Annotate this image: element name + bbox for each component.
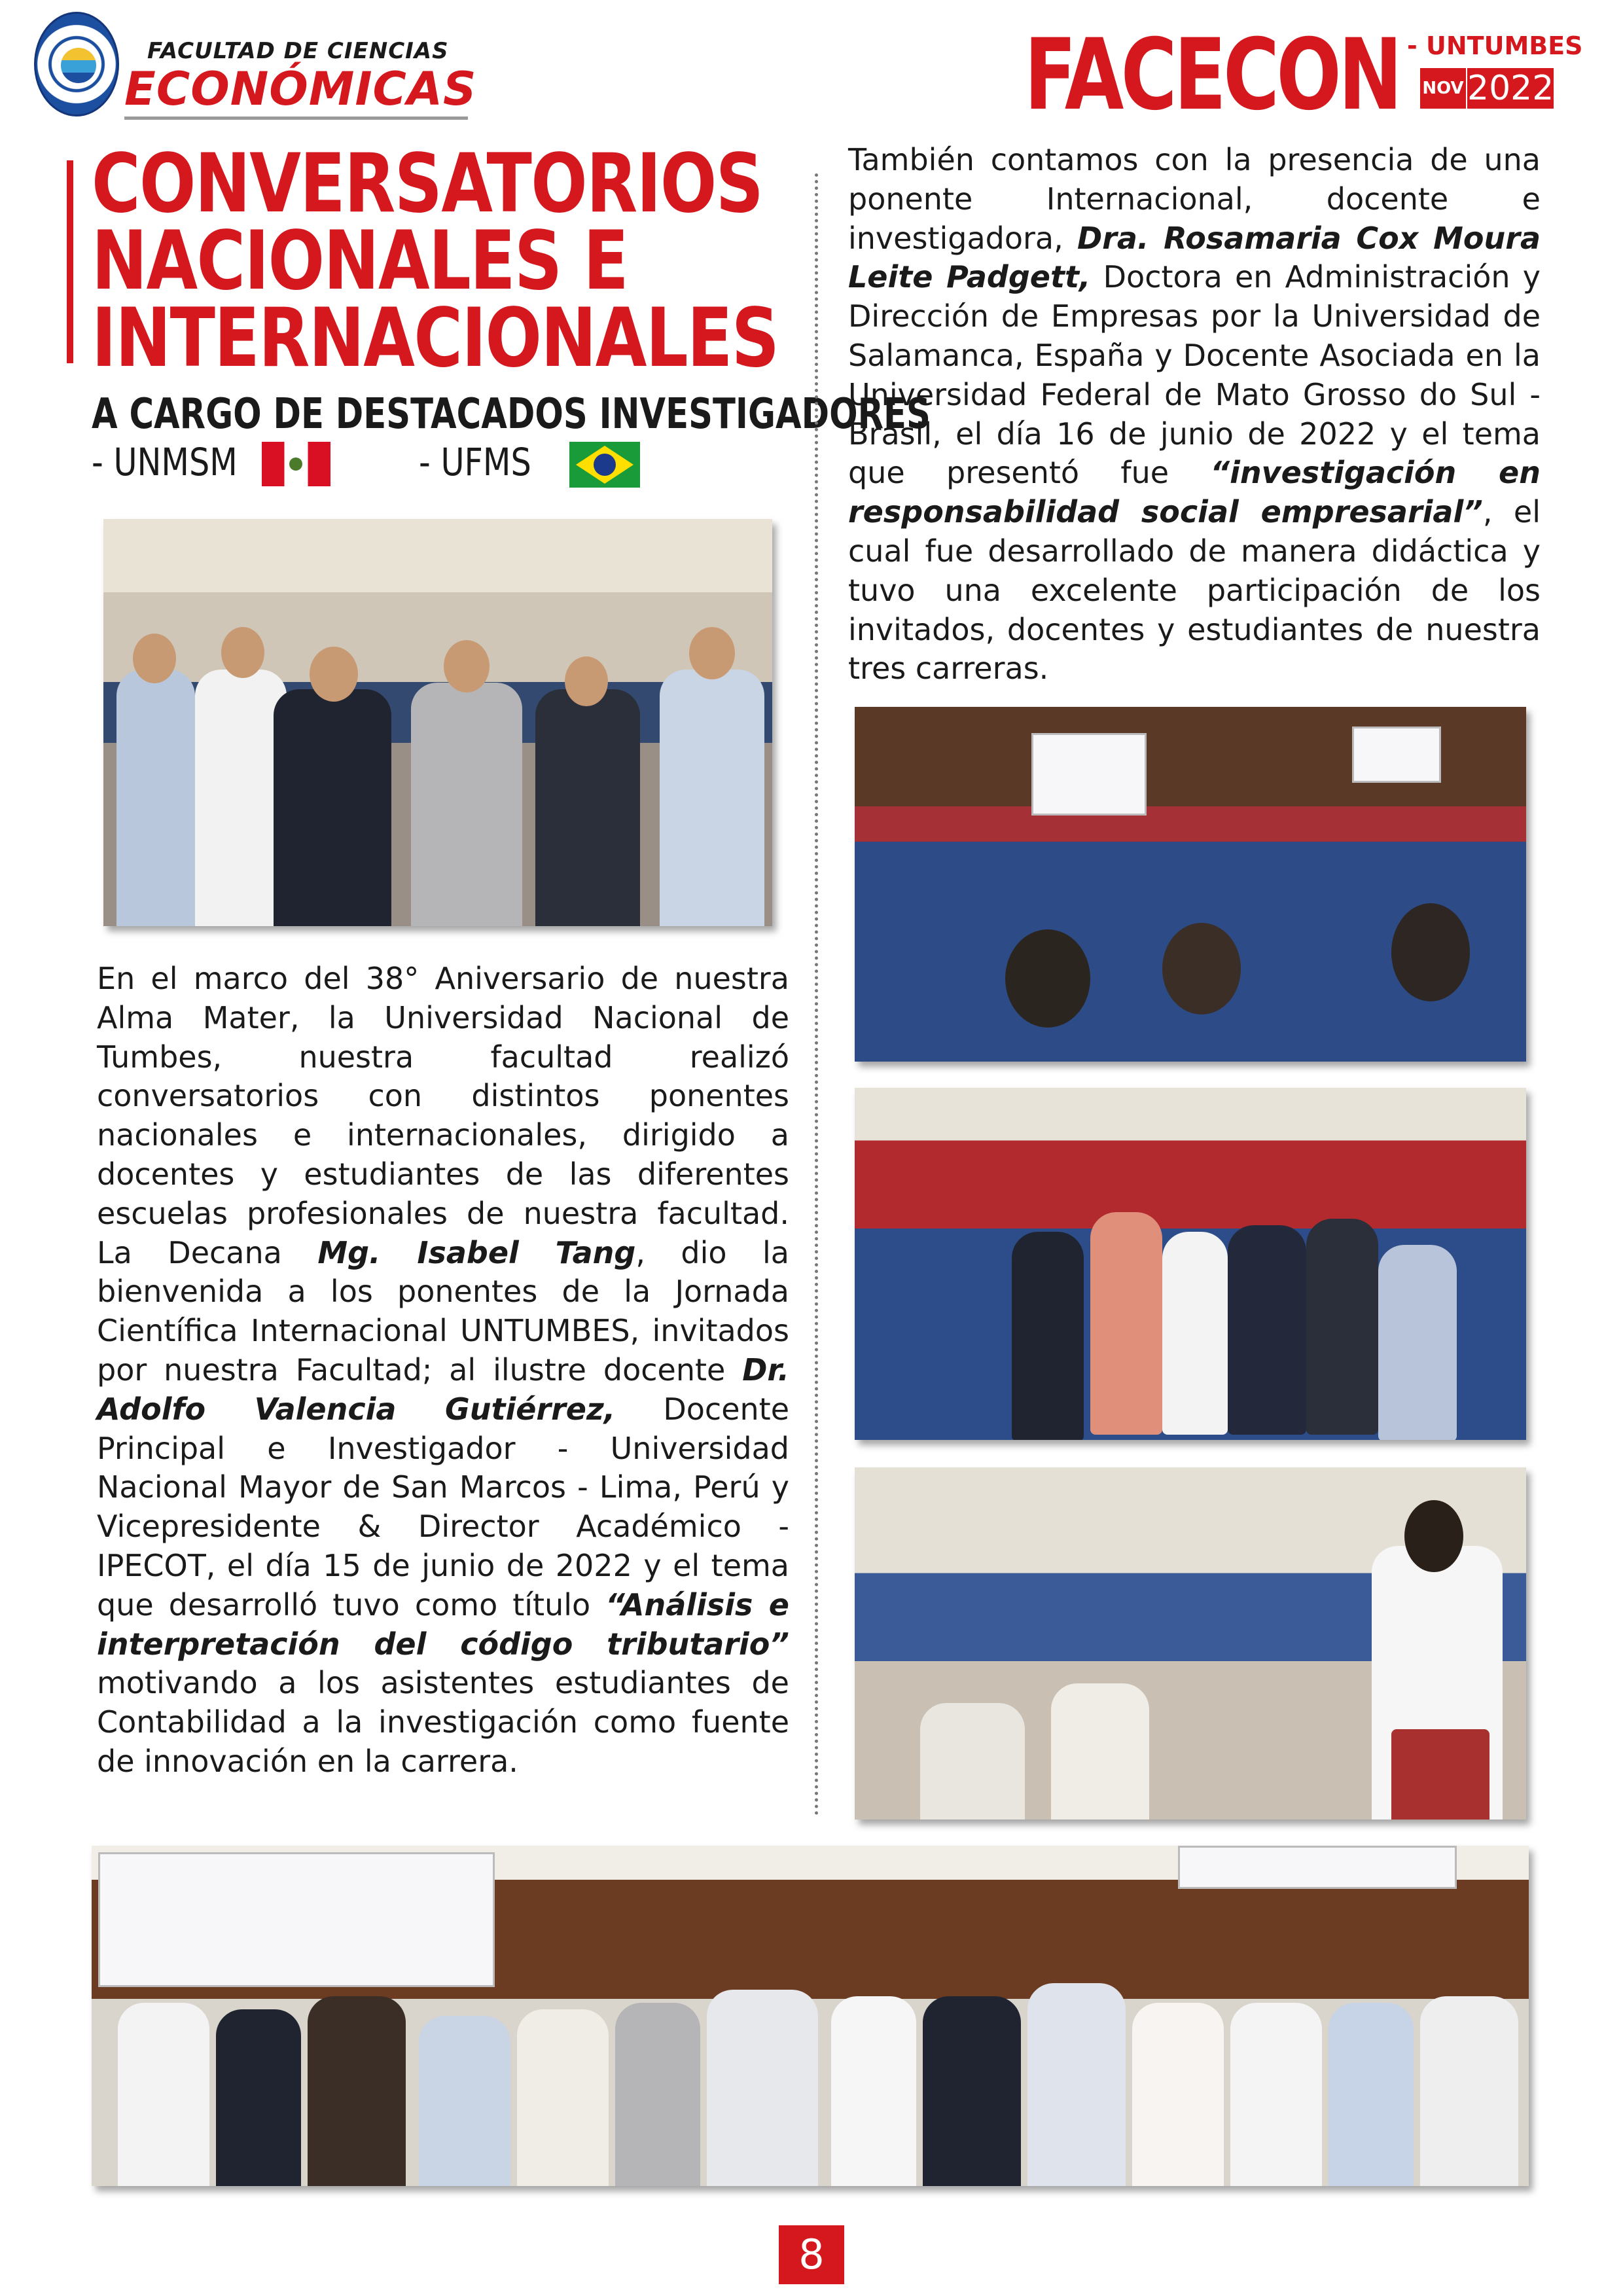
header-underline	[124, 117, 468, 120]
title-accent-bar	[67, 160, 73, 363]
left-text-part-3: Docente Principal e Investigador - Universidad Nacional Mayor de San Marcos - Lima, Perú y Vicepresidente & Director Académico - IPECOT, el día 15 de junio de 2022 y el tema que desarrolló tuvo como título	[97, 1391, 789, 1623]
right-text-emphasis-1: Dra. Rosamaria Cox Moura Leite Padgett,	[848, 220, 1541, 295]
left-text-emphasis-3: “Análisis e interpretación del código tributario”	[97, 1587, 789, 1662]
issue-month: NOV	[1420, 68, 1466, 109]
left-column-text	[97, 960, 789, 1782]
left-text-part-2: , dio la bienvenida a los ponentes de la Jornada Científica Internacional UNTUMBES, invitados por nuestra Facultad; al ilustre docente	[97, 1234, 789, 1388]
left-text-emphasis-2: Dr. Adolfo Valencia Gutiérrez,	[97, 1352, 789, 1427]
photo-group-speakers	[103, 519, 772, 926]
institution-unmsm: - UNMSM	[92, 440, 238, 484]
left-text-part-1: En el marco del 38° Aniversario de nuestra Alma Mater, la Universidad Nacional de Tumbes, nuestra facultad realizó conversatorios con distintos ponentes nacionales e internacionales, dirigido a docentes y estudiantes de las diferentes escuelas profesionales de nuestra facultad. La Decana	[97, 961, 789, 1270]
right-text-emphasis-2: “investigación en responsabilidad social empresarial”	[848, 455, 1541, 530]
title-line-1: CONVERSATORIOS	[92, 137, 763, 231]
photo-wide-group	[92, 1846, 1529, 2186]
peru-flag-icon	[262, 442, 330, 486]
page-number: 8	[779, 2225, 844, 2284]
right-text-part-2: Doctora en Administración y Dirección de Empresas por la Universidad de Salamanca, España y Docente Asociada en la Universidad Federal de Mato Grosso do Sul - Brasil, el día 16 de junio de 2022 y el tema que presentó fue	[848, 259, 1541, 491]
right-text-part-1: También contamos con la presencia de una ponente Internacional, docente e investigadora,	[848, 142, 1541, 256]
photo-students-group	[855, 1088, 1526, 1440]
photo-auditorium-presentation	[855, 707, 1526, 1062]
right-column-text	[848, 141, 1541, 689]
left-text-part-4: motivando a los asistentes estudiantes de Contabilidad a la investigación como fuente de innovación en la carrera.	[97, 1665, 789, 1779]
institution-ufms: - UFMS	[419, 440, 531, 484]
university-seal-icon	[34, 12, 119, 117]
article-title	[92, 137, 779, 386]
title-line-2: NACIONALES E	[92, 214, 628, 308]
column-divider	[815, 173, 818, 1816]
issue-year: 2022	[1467, 69, 1554, 108]
title-line-3: INTERNACIONALES	[92, 291, 779, 386]
faculty-name-big: ECONÓMICAS	[124, 62, 477, 116]
brand-title: FACECON	[1024, 18, 1400, 132]
right-text-part-3: , el cual fue desarrollado de manera didáctica y tuvo una excelente participación de los invitados, docentes y estudiantes de nuestra tres carreras.	[848, 494, 1541, 687]
faculty-name-small: FACULTAD DE CIENCIAS	[147, 38, 449, 64]
brand-suffix: - UNTUMBES	[1407, 31, 1583, 60]
photo-speaker-microphone	[855, 1467, 1526, 1820]
brazil-flag-icon	[569, 442, 640, 488]
article-subtitle: A CARGO DE DESTACADOS INVESTIGADORES	[92, 390, 931, 439]
left-text-emphasis-1: Mg. Isabel Tang	[317, 1234, 636, 1270]
